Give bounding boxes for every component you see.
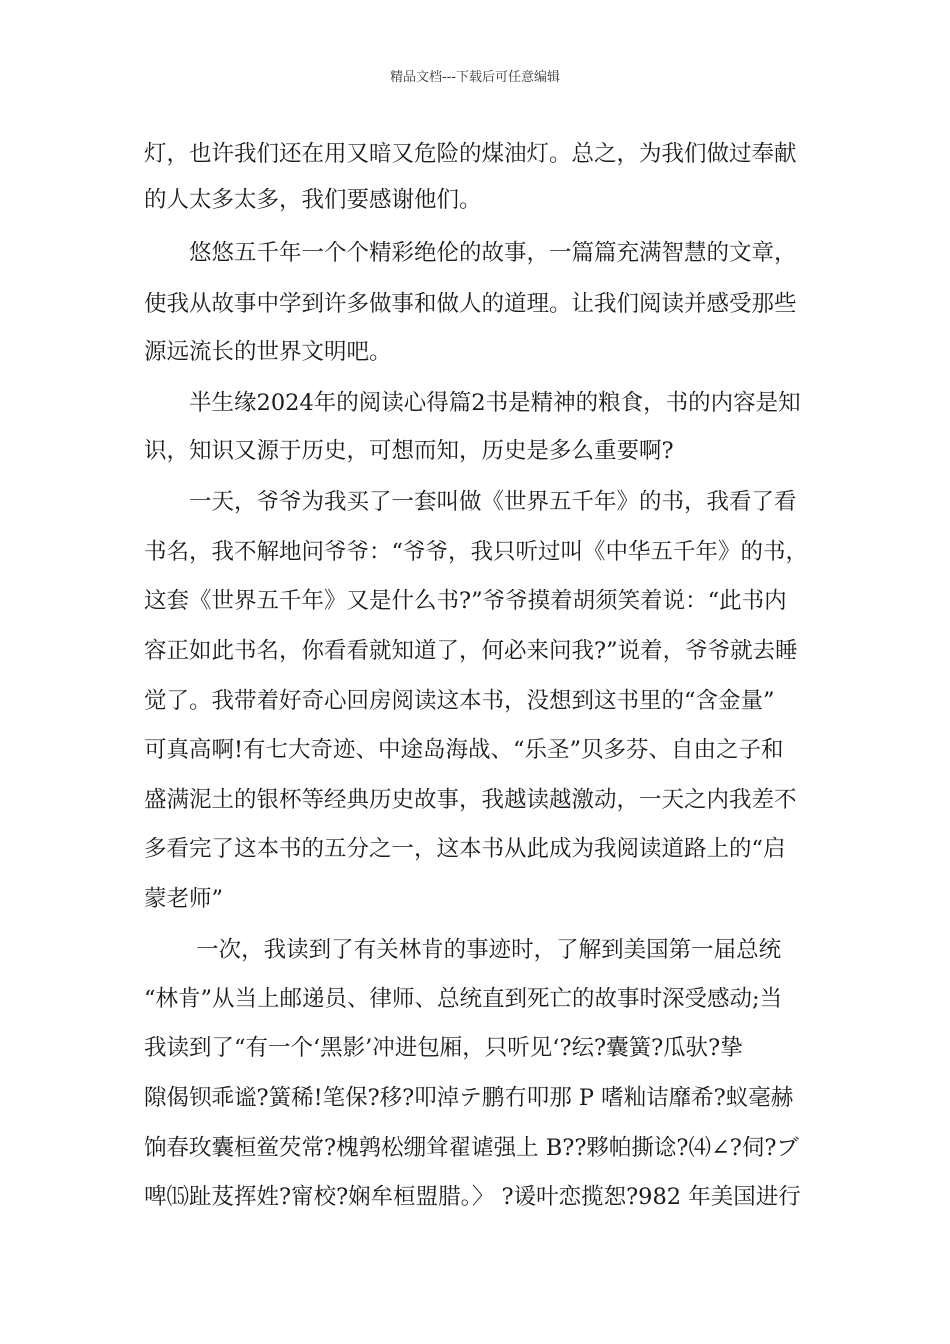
text-line: 一次，我读到了有关林肯的事迹时，了解到美国第一届总统 — [144, 937, 782, 963]
text-line: 半生缘2024年的阅读心得篇2书是精神的粮食，书的内容是知 — [144, 390, 801, 416]
text-line: 书名，我不解地问爷爷：“爷爷，我只听过叫《中华五千年》的书， — [144, 539, 809, 565]
text-line: 灯，也许我们还在用又暗又危险的煤油灯。总之，为我们做过奉献 — [144, 141, 797, 167]
text-line: 源远流长的世界文明吧。 — [144, 339, 392, 365]
text-line: 啤⒂趾芨挥姓?甯校?娴牟桓盟腊。〉 ?谖叶恋揽恕?982 年美国进行 — [144, 1184, 801, 1210]
page-header: 精品文档---下载后可任意编辑 — [389, 70, 561, 85]
text-line: “林肯”从当上邮递员、律师、总统直到死亡的故事时深受感动;当 — [144, 986, 783, 1012]
text-line: 一天，爷爷为我买了一套叫做《世界五千年》的书，我看了看 — [144, 489, 797, 515]
text-line: 使我从故事中学到许多做事和做人的道理。让我们阅读并感受那些 — [144, 291, 797, 317]
text-line: 多看完了这本书的五分之一，这本书从此成为我阅读道路上的“启 — [144, 836, 786, 862]
text-line: 盛满泥土的银杯等经典历史故事，我越读越激动，一天之内我差不 — [144, 787, 797, 813]
text-line: 隙偈钡乖谧?簧稀!笔保?移?叩淖テ鹏冇叩那 P 嗜籼诘靡希?蚁毫赫 — [144, 1085, 794, 1111]
text-line: 容正如此书名，你看看就知道了，何必来问我?”说着，爷爷就去睡 — [144, 638, 798, 664]
text-line: 饷春玫囊桓鲎芡常?槐鹑松绷耸翟谑强上 B??夥帕撕谂?⑷∠?伺?ブ — [144, 1135, 799, 1161]
text-line: 觉了。我带着好奇心回房阅读这本书，没想到这书里的“含金量” — [144, 688, 775, 714]
text-line: 蒙老师” — [144, 886, 224, 912]
text-line: 这套《世界五千年》又是什么书?”爷爷摸着胡须笑着说：“此书内 — [144, 588, 787, 614]
text-line: 可真高啊!有七大奇迹、中途岛海战、“乐圣”贝多芬、自由之子和 — [144, 737, 784, 763]
text-line: 悠悠五千年一个个精彩绝伦的故事，一篇篇充满智慧的文章， — [144, 240, 797, 266]
text-line: 我读到了“有一个‘黑影’冲进包厢，只听见‘?纭?囊簧?瓜驮?挚 — [144, 1035, 743, 1061]
text-line: 的人太多太多，我们要感谢他们。 — [144, 187, 482, 213]
text-line: 识，知识又源于历史，可想而知，历史是多么重要啊? — [144, 438, 674, 464]
